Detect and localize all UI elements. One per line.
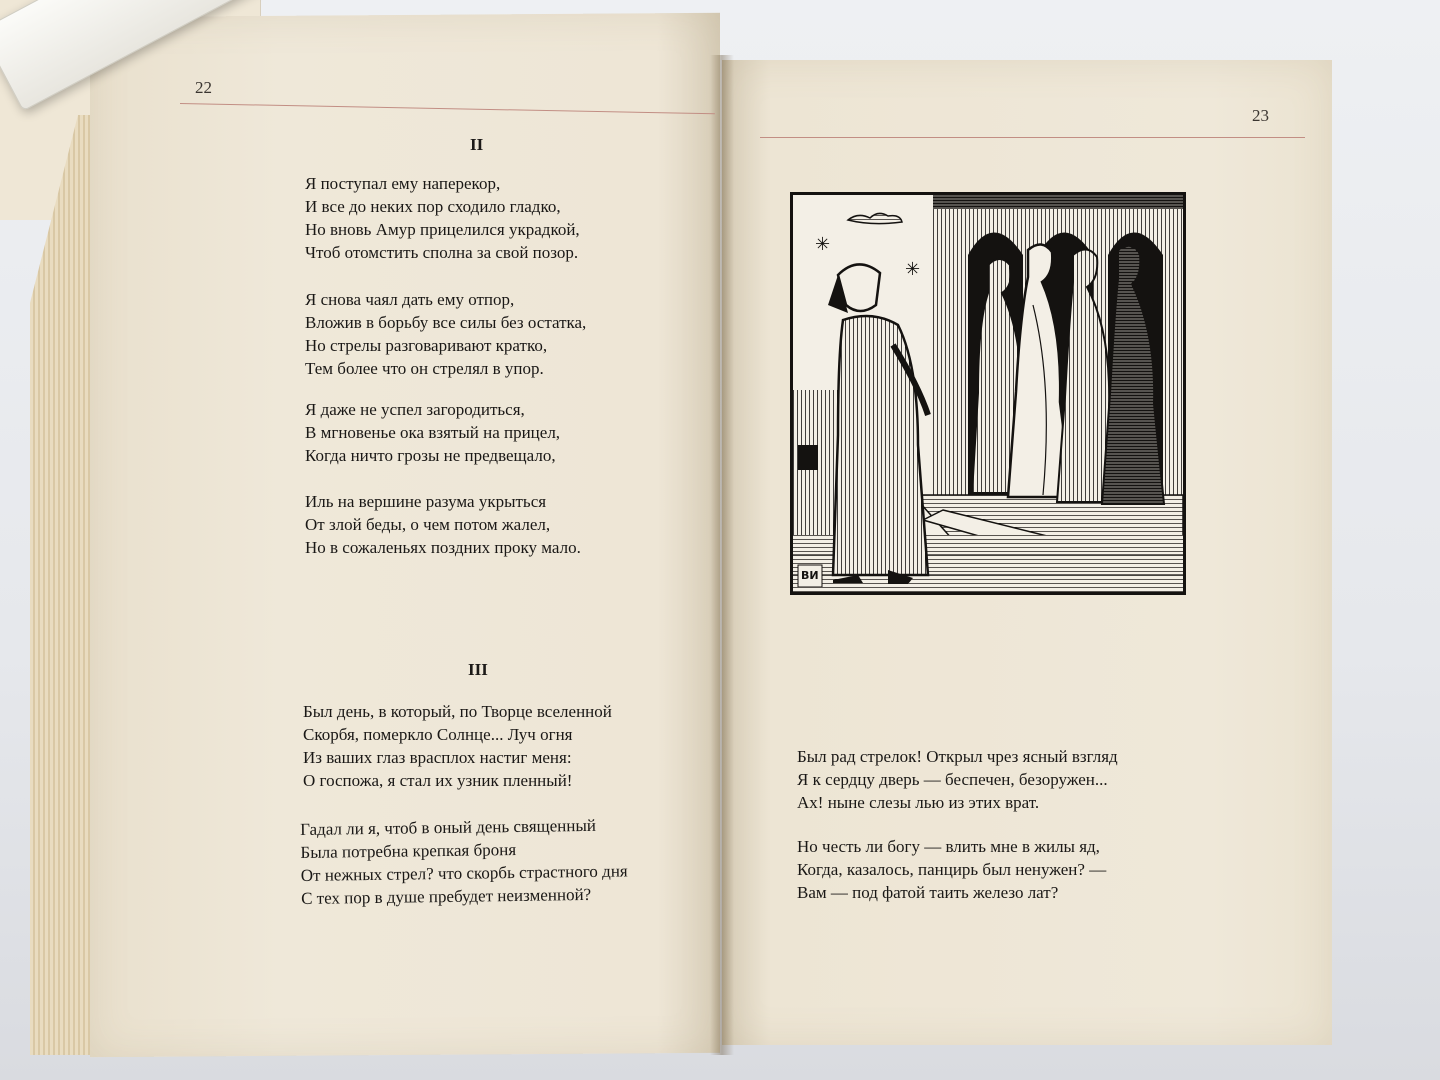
verse-line: Я снова чаял дать ему отпор, — [305, 290, 515, 309]
verse-line: Гадал ли я, чтоб в оный день священный — [300, 815, 597, 839]
verse-line: Но честь ли богу — влить мне в жилы яд, — [797, 837, 1100, 856]
section-heading-ii: II — [470, 135, 484, 154]
verse-line: Иль на вершине разума укрыться — [305, 492, 547, 511]
woodcut-illustration — [790, 192, 1186, 595]
verse-line: Вложив в борьбу все силы без остатка, — [305, 313, 587, 332]
verse-line: Была потребна крепкая броня — [300, 839, 517, 862]
book-gutter — [710, 55, 734, 1055]
page-number-right: 23 — [1252, 106, 1269, 125]
verse-line: Но в сожаленьях поздних проку мало. — [305, 538, 581, 557]
header-rule-right — [760, 137, 1305, 138]
verse-line: Но вновь Амур прицелился украдкой, — [305, 220, 580, 239]
illustration-monogram: ВИ — [801, 569, 819, 582]
verse-line: Когда ничто грозы не предвещало, — [305, 446, 556, 465]
stanza — [305, 398, 560, 467]
section-heading-iii: III — [468, 660, 488, 679]
verse-line: Ах! ныне слезы лью из этих врат. — [797, 793, 1040, 812]
verse-line: Но стрелы разговаривают кратко, — [305, 336, 548, 355]
verse-line: От злой беды, о чем потом жалел, — [305, 515, 551, 534]
stanza — [797, 835, 1106, 904]
woodcut-scene — [793, 195, 1183, 592]
verse-line: Был день, в который, по Творце вселенной — [303, 702, 612, 721]
stanza — [303, 700, 612, 792]
verse-line: О госпожа, я стал их узник пленный! — [303, 771, 573, 790]
svg-text:✳: ✳ — [905, 259, 921, 280]
svg-text:✳: ✳ — [815, 234, 831, 255]
verse-line: Из ваших глаз врасплох настиг меня: — [303, 748, 572, 767]
verse-line: Когда, казалось, панцирь был ненужен? — — [797, 860, 1107, 879]
page-number-left: 22 — [195, 78, 212, 97]
stanza — [797, 745, 1118, 814]
verse-line: С тех пор в душе пребудет неизменной? — [300, 884, 592, 908]
verse-line: Был рад стрелок! Открыл чрез ясный взгляд — [797, 747, 1118, 766]
verse-line: От нежных стрел? что скорбь страстного дня — [300, 861, 628, 885]
stanza — [305, 288, 586, 380]
verse-line: Я даже не успел загородиться, — [305, 400, 525, 419]
stanza — [300, 813, 628, 910]
verse-line: Скорбя, померкло Солнце... Луч огня — [303, 725, 573, 744]
verse-line: Чтоб отомстить сполна за свой позор. — [305, 243, 579, 262]
verse-line: Вам — под фатой таить железо лат? — [797, 883, 1059, 902]
stanza — [305, 172, 580, 264]
stanza — [305, 490, 581, 559]
verse-line: Я к сердцу дверь — беспечен, безоружен... — [797, 770, 1108, 789]
verse-line: И все до неких пор сходило гладко, — [305, 197, 561, 216]
verse-line: В мгновенье ока взятый на прицел, — [305, 423, 561, 442]
verse-line: Я поступал ему наперекор, — [305, 174, 501, 193]
verse-line: Тем более что он стрелял в упор. — [305, 359, 544, 378]
